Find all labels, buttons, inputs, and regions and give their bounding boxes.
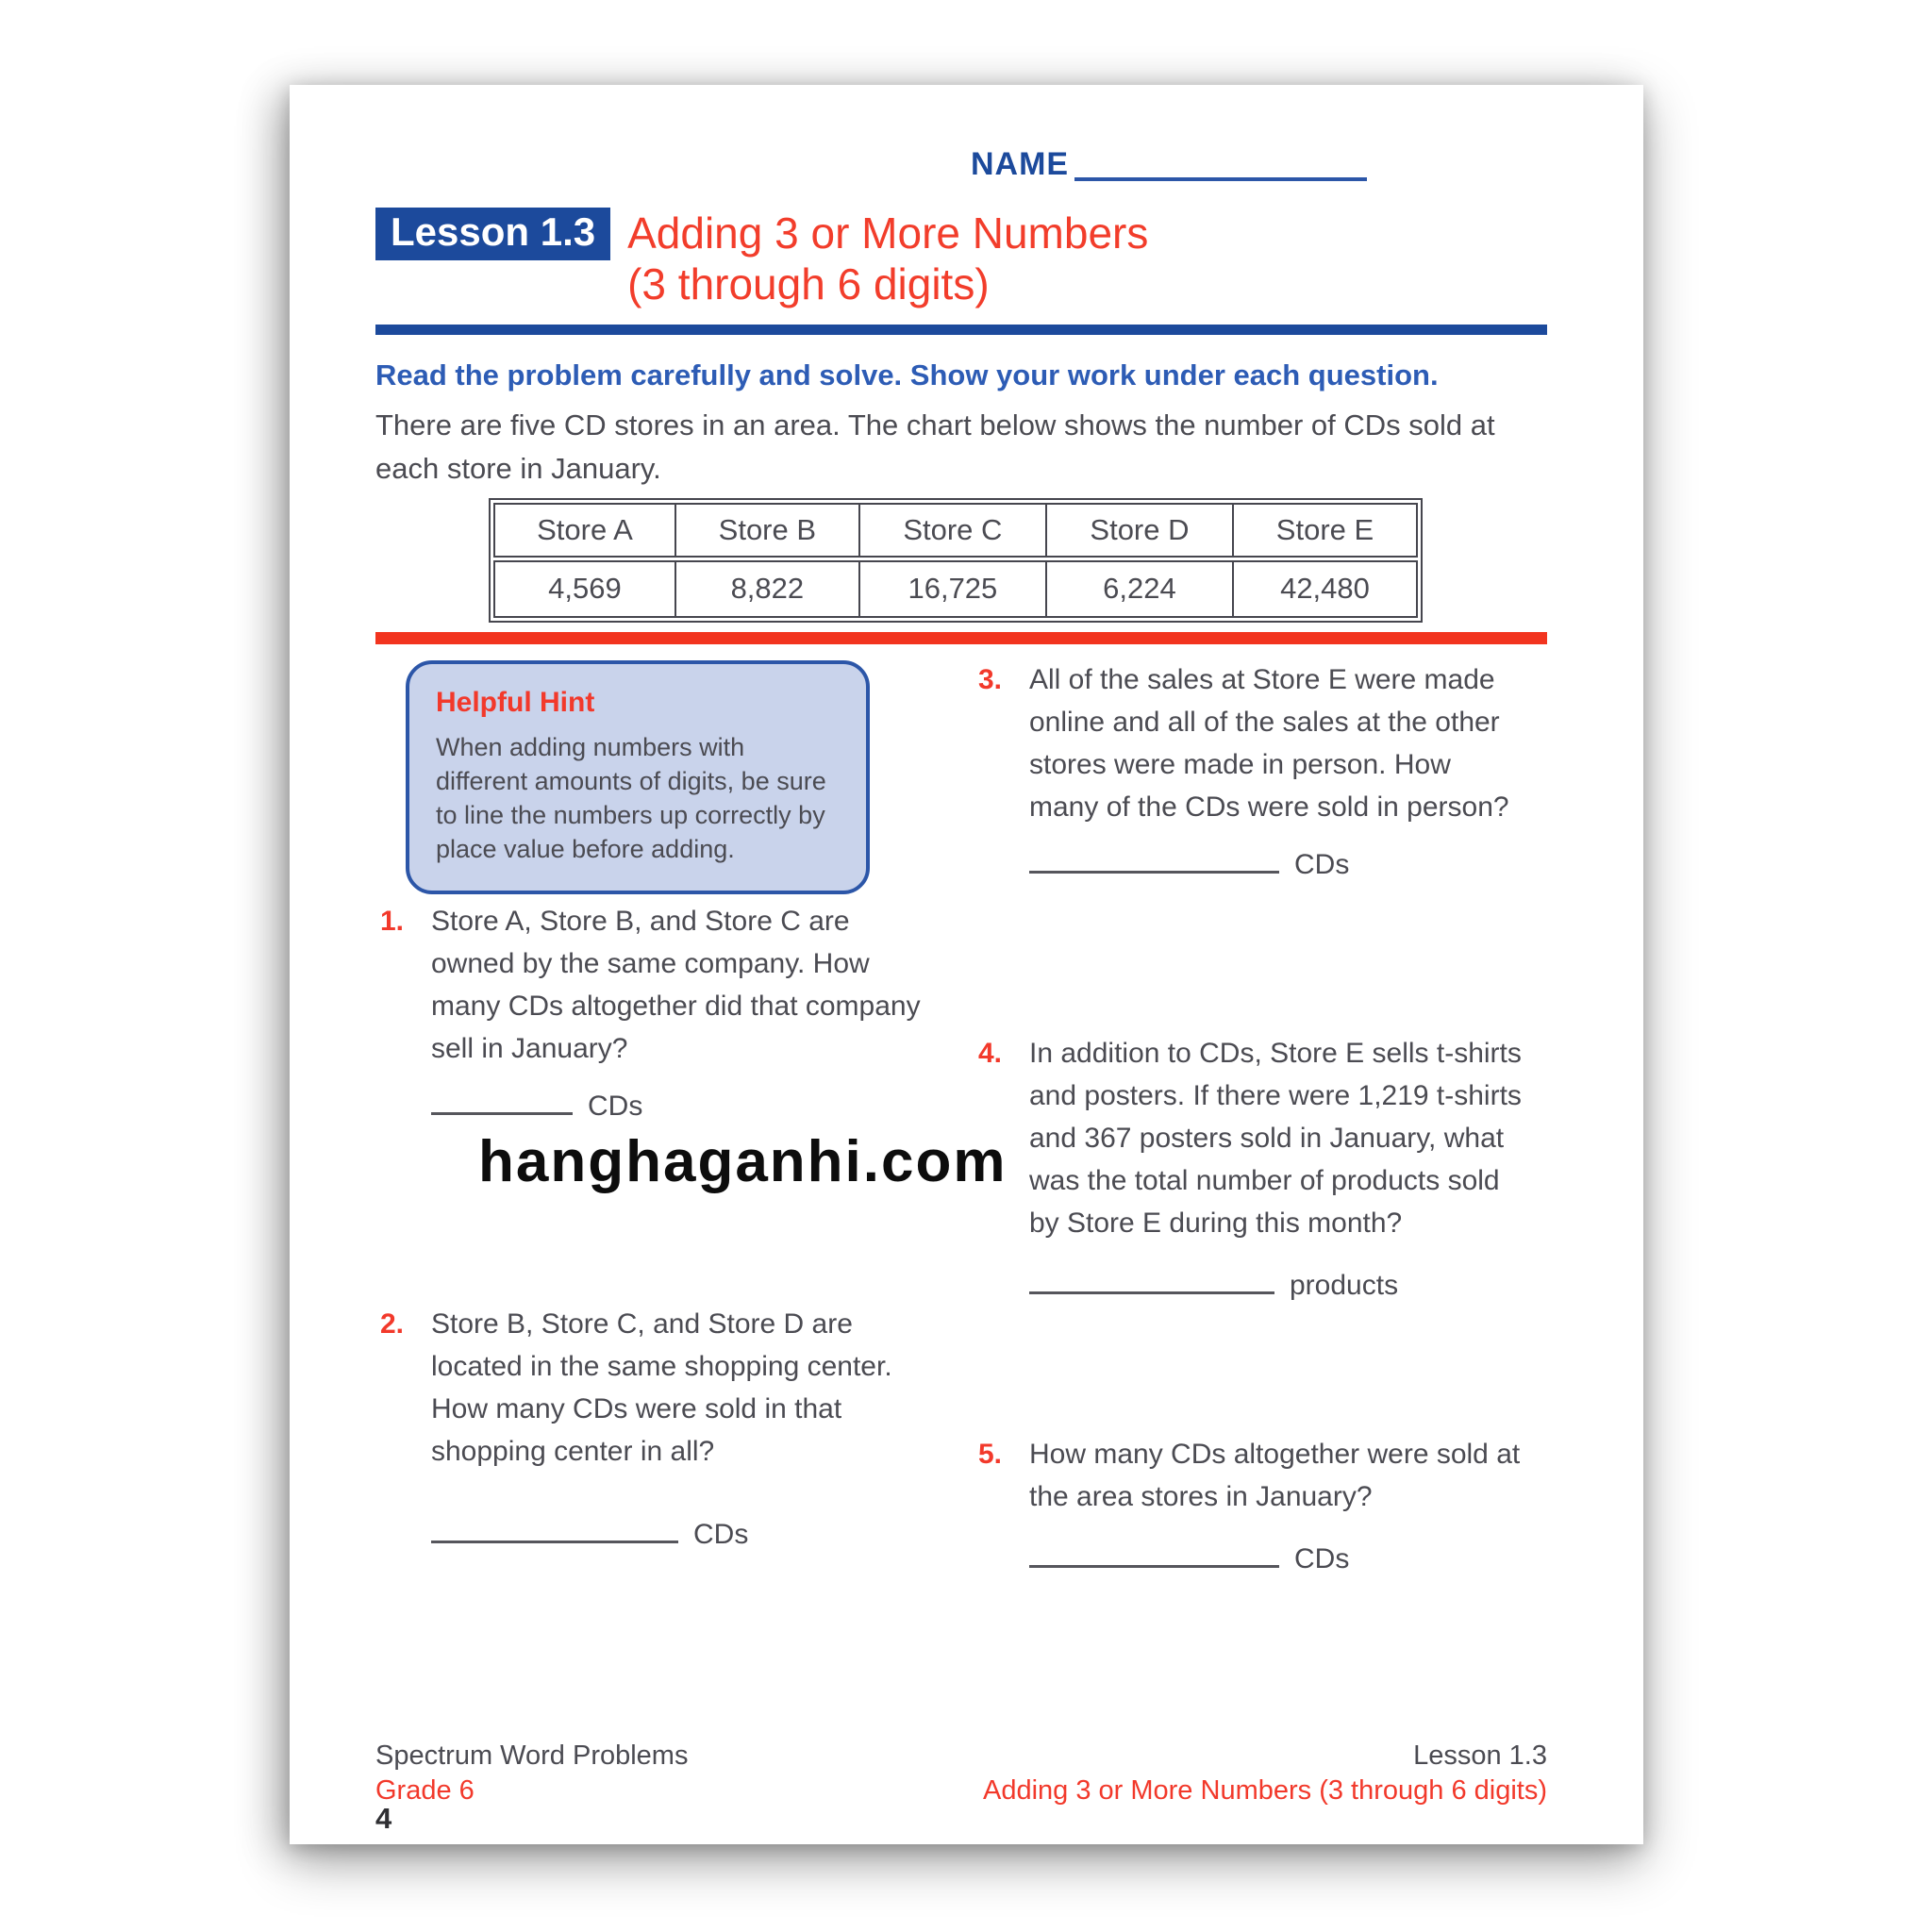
question-number: 3. xyxy=(978,664,1003,695)
table-value-row xyxy=(494,558,1417,617)
table-value-cell: 6,224 xyxy=(1046,558,1233,617)
worksheet-page xyxy=(290,85,1643,1844)
question-text: How many CDs altogether were sold at the area stores in January? xyxy=(1029,1439,1521,1512)
page-number: 4 xyxy=(375,1802,392,1835)
footer-right xyxy=(983,1739,1547,1808)
answer-line-5 xyxy=(1029,1543,1349,1575)
question-1 xyxy=(380,900,932,1070)
lesson-title-line1: Adding 3 or More Numbers xyxy=(627,208,1149,258)
answer-unit-label: CDs xyxy=(588,1091,643,1122)
answer-unit-label: products xyxy=(1290,1270,1399,1301)
instruction-text: Read the problem carefully and solve. Show your work under each question. xyxy=(375,358,1439,391)
table-header-cell: Store C xyxy=(859,504,1046,558)
question-number: 2. xyxy=(380,1308,405,1340)
answer-unit-label: CDs xyxy=(1294,1543,1350,1574)
answer-line-1 xyxy=(431,1091,642,1123)
hint-body: When adding numbers with different amounts of digits, be sure to line the numbers up correctly by place value before adding. xyxy=(436,733,826,863)
answer-unit-label: CDs xyxy=(693,1519,749,1550)
answer-line-3 xyxy=(1029,849,1349,881)
footer-lesson-title: Adding 3 or More Numbers (3 through 6 digits) xyxy=(982,1775,1547,1806)
table-value-cell: 4,569 xyxy=(494,558,675,617)
question-number: 5. xyxy=(978,1439,1003,1470)
answer-blank xyxy=(1029,871,1279,874)
table-value-cell: 8,822 xyxy=(675,558,859,617)
table-header-row xyxy=(494,504,1417,558)
table-header-cell: Store B xyxy=(675,504,859,558)
helpful-hint-box xyxy=(406,660,870,894)
table-header-cell: Store E xyxy=(1233,504,1417,558)
answer-line-2 xyxy=(431,1519,748,1551)
question-3 xyxy=(978,658,1525,828)
page-footer xyxy=(375,1739,1547,1808)
table-header-cell: Store D xyxy=(1046,504,1233,558)
answer-blank xyxy=(431,1541,678,1543)
lesson-badge: Lesson 1.3 xyxy=(375,208,610,260)
problems-area xyxy=(290,649,1643,1734)
footer-grade: Grade 6 xyxy=(375,1775,475,1806)
watermark-text: hanghaganhi.com xyxy=(478,1129,1008,1194)
question-4 xyxy=(978,1032,1535,1244)
answer-blank xyxy=(1029,1291,1274,1294)
name-fill-in-line xyxy=(1074,149,1367,181)
question-2 xyxy=(380,1303,932,1473)
name-label: NAME xyxy=(971,146,1070,182)
question-text: All of the sales at Store E were made online and all of the sales at the other stores were made in person. How many of the CDs were sold in person? xyxy=(1029,664,1509,823)
table-header-cell: Store A xyxy=(494,504,675,558)
red-divider-rule xyxy=(375,632,1547,644)
answer-blank xyxy=(431,1112,573,1115)
answer-blank xyxy=(1029,1565,1279,1568)
cd-sales-table xyxy=(489,498,1423,623)
hint-title: Helpful Hint xyxy=(436,687,595,718)
problem-intro-text: There are five CD stores in an area. The chart below shows the number of CDs sold at each store in January. xyxy=(375,408,1495,485)
question-number: 4. xyxy=(978,1038,1003,1069)
name-row xyxy=(971,147,1367,181)
lesson-title-line2: (3 through 6 digits) xyxy=(627,259,990,308)
lesson-title xyxy=(627,208,1148,309)
question-5 xyxy=(978,1433,1535,1518)
question-text: In addition to CDs, Store E sells t-shirts and posters. If there were 1,219 t-shirts and 367 posters sold in January, what was the total number of products sold by Store E during this month? xyxy=(1029,1038,1522,1239)
table-value-cell: 42,480 xyxy=(1233,558,1417,617)
question-number: 1. xyxy=(380,906,405,937)
footer-book-title: Spectrum Word Problems xyxy=(375,1740,689,1771)
blue-divider-rule xyxy=(375,325,1547,335)
lesson-header xyxy=(375,208,1148,309)
footer-lesson-ref: Lesson 1.3 xyxy=(1413,1740,1547,1771)
question-text: Store A, Store B, and Store C are owned by the same company. How many CDs altogether did that company sell in January? xyxy=(431,906,921,1064)
table-value-cell: 16,725 xyxy=(859,558,1046,617)
question-text: Store B, Store C, and Store D are located in the same shopping center. How many CDs were sold in that shopping center in all? xyxy=(431,1308,892,1467)
answer-line-4 xyxy=(1029,1270,1398,1302)
footer-left xyxy=(375,1739,688,1808)
answer-unit-label: CDs xyxy=(1294,849,1350,880)
